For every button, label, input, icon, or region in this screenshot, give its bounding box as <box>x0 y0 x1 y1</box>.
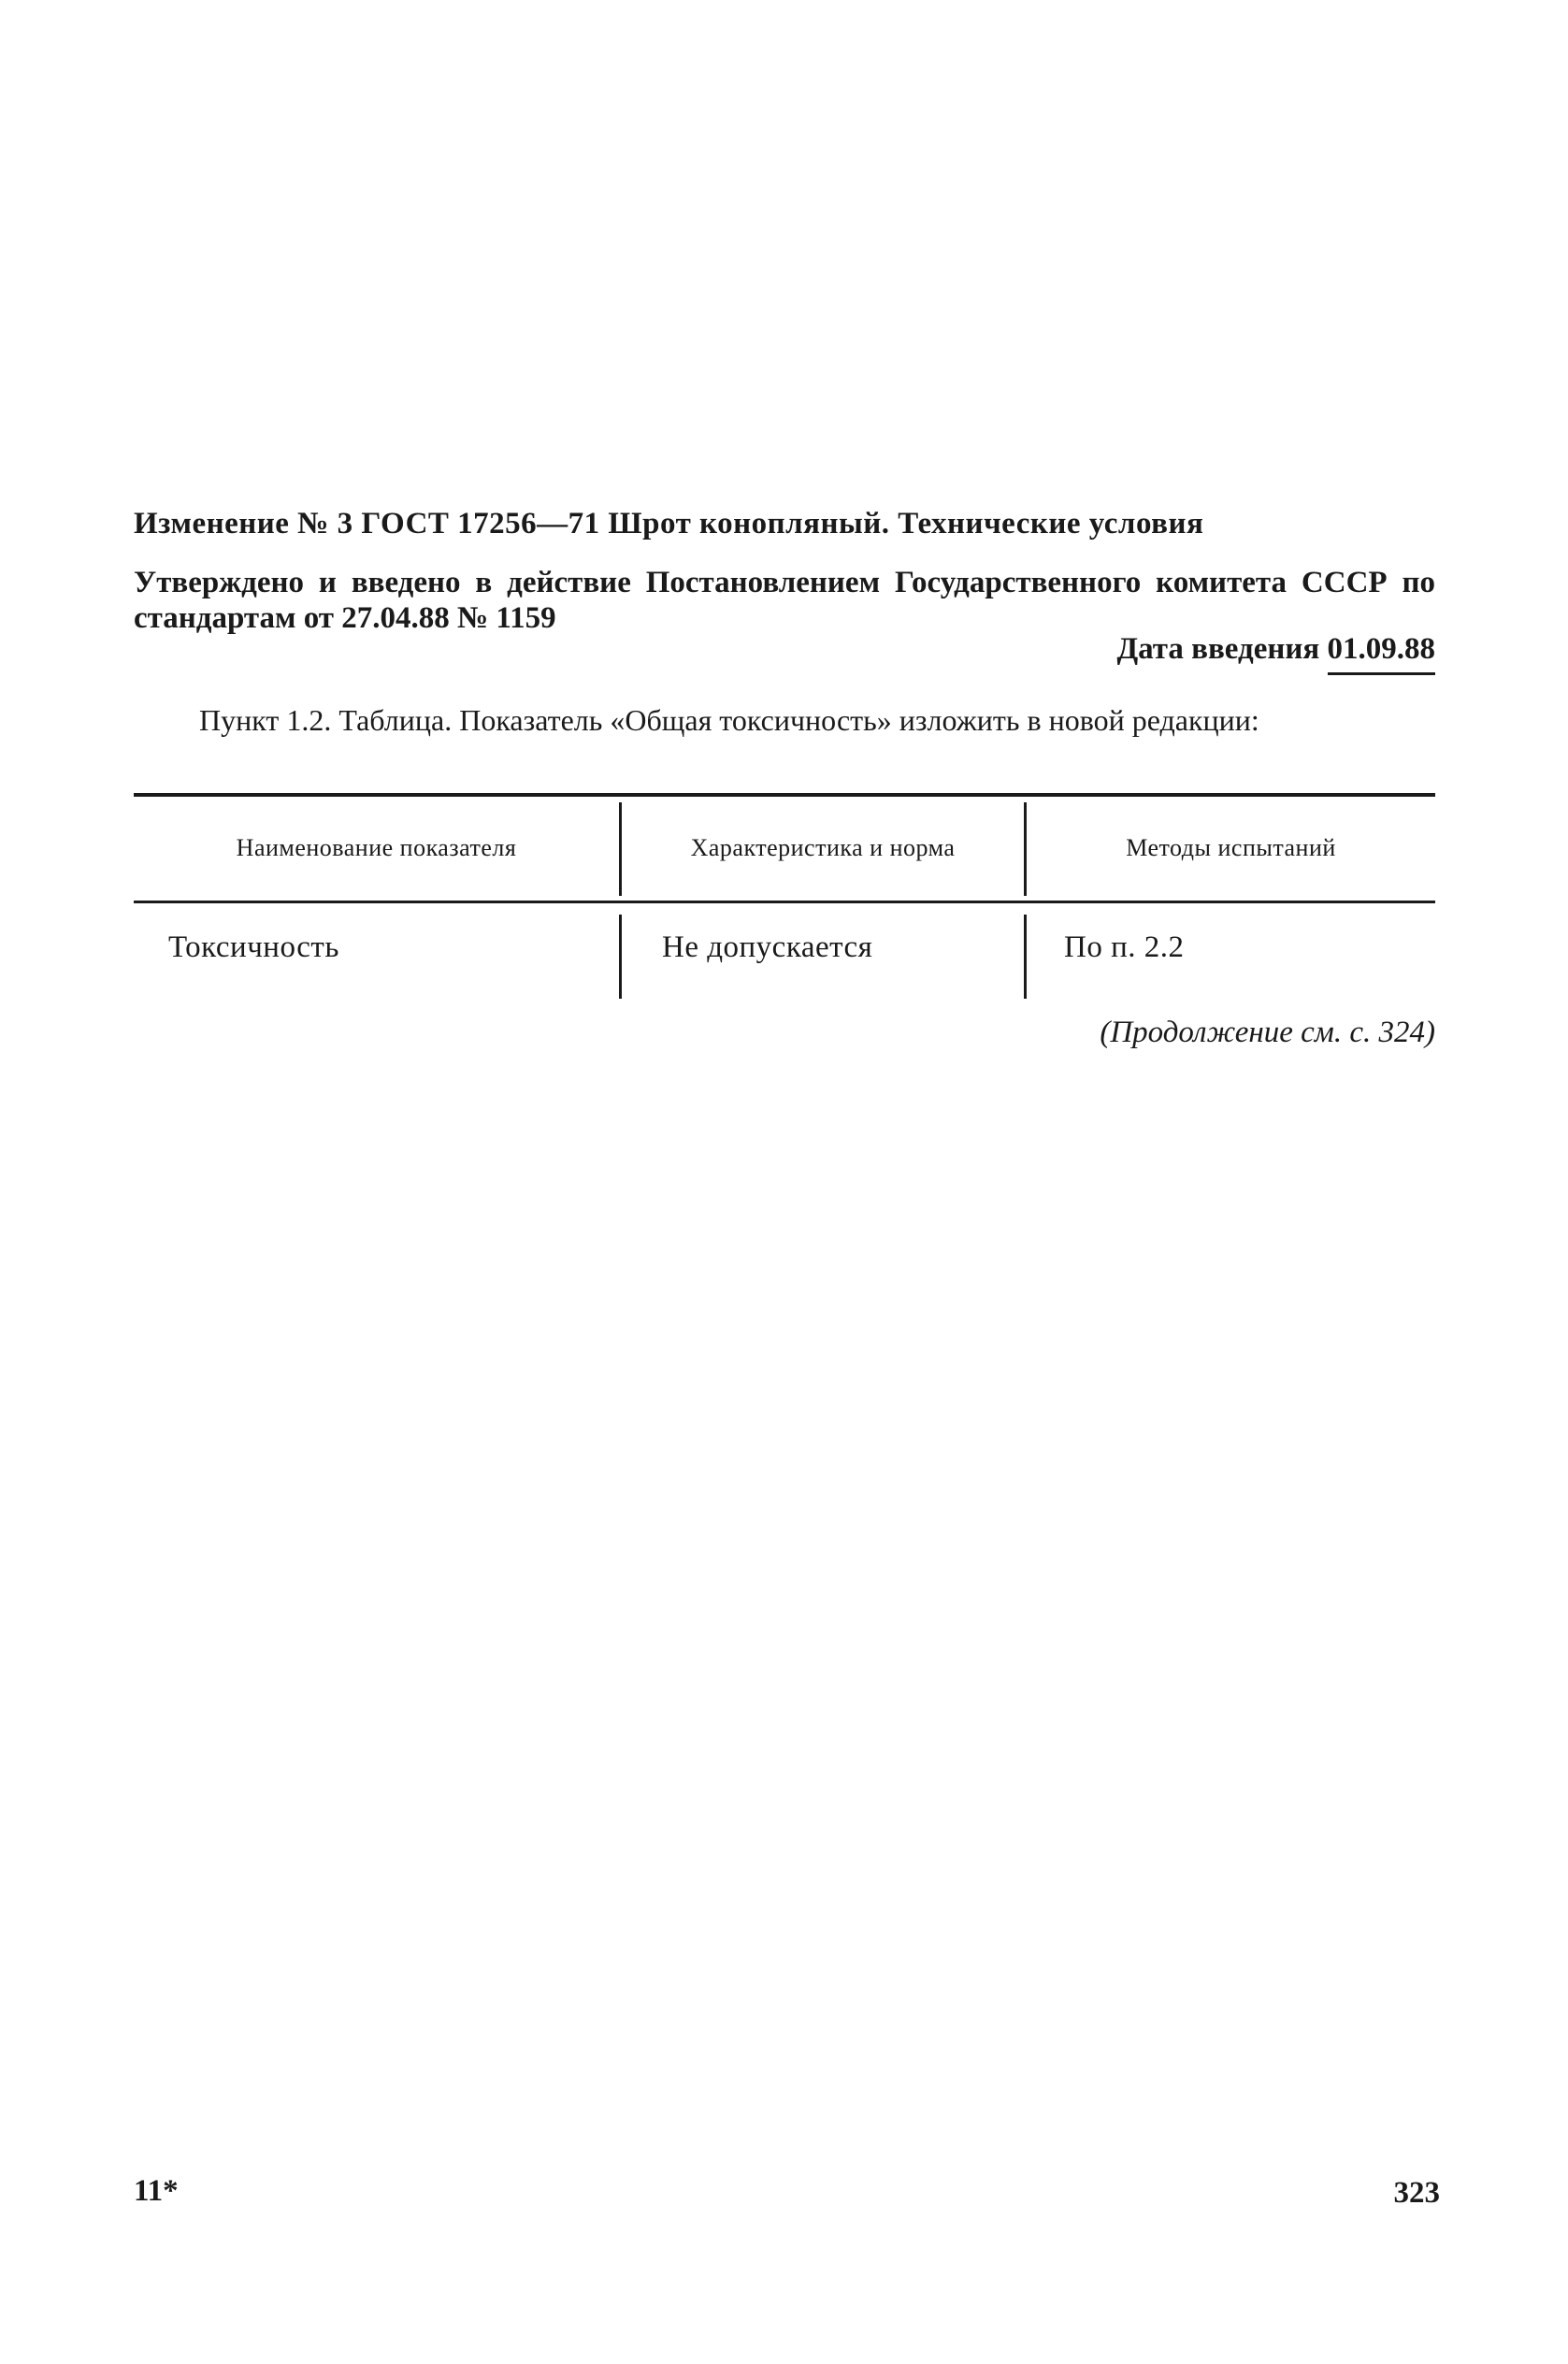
table-header-rule <box>134 901 1435 903</box>
page-number: 323 <box>1393 2176 1440 2210</box>
amendment-paragraph: Пункт 1.2. Таблица. Показатель «Общая токсичность» изложить в новой редакции: <box>199 703 1259 737</box>
continuation-note: (Продолжение см. с. 324) <box>1100 1016 1435 1049</box>
table-cell-name: Токсичность <box>168 930 339 964</box>
column-separator <box>619 915 622 999</box>
change-heading: Изменение № 3 ГОСТ 17256—71 Шрот конопляный. Технические условия <box>134 507 1204 541</box>
effective-date-line <box>1116 632 1435 675</box>
table-header-name: Наименование показателя <box>236 834 517 861</box>
table-top-rule <box>134 793 1435 797</box>
table-header-methods: Методы испытаний <box>1126 834 1336 861</box>
table-cell-method: По п. 2.2 <box>1064 930 1185 964</box>
approval-statement: Утверждено и введено в действие Постановлением Государственного комитета СССР по стандартам от 27.04.88 № 1159 <box>134 566 1435 635</box>
table-cell-characteristic: Не допускается <box>662 930 873 964</box>
signature-mark: 11* <box>134 2174 179 2208</box>
column-separator <box>1024 915 1027 999</box>
table-header-characteristic: Характеристика и норма <box>690 834 956 861</box>
effective-date-label: Дата введения <box>1116 632 1320 666</box>
effective-date-value: 01.09.88 <box>1328 632 1436 675</box>
